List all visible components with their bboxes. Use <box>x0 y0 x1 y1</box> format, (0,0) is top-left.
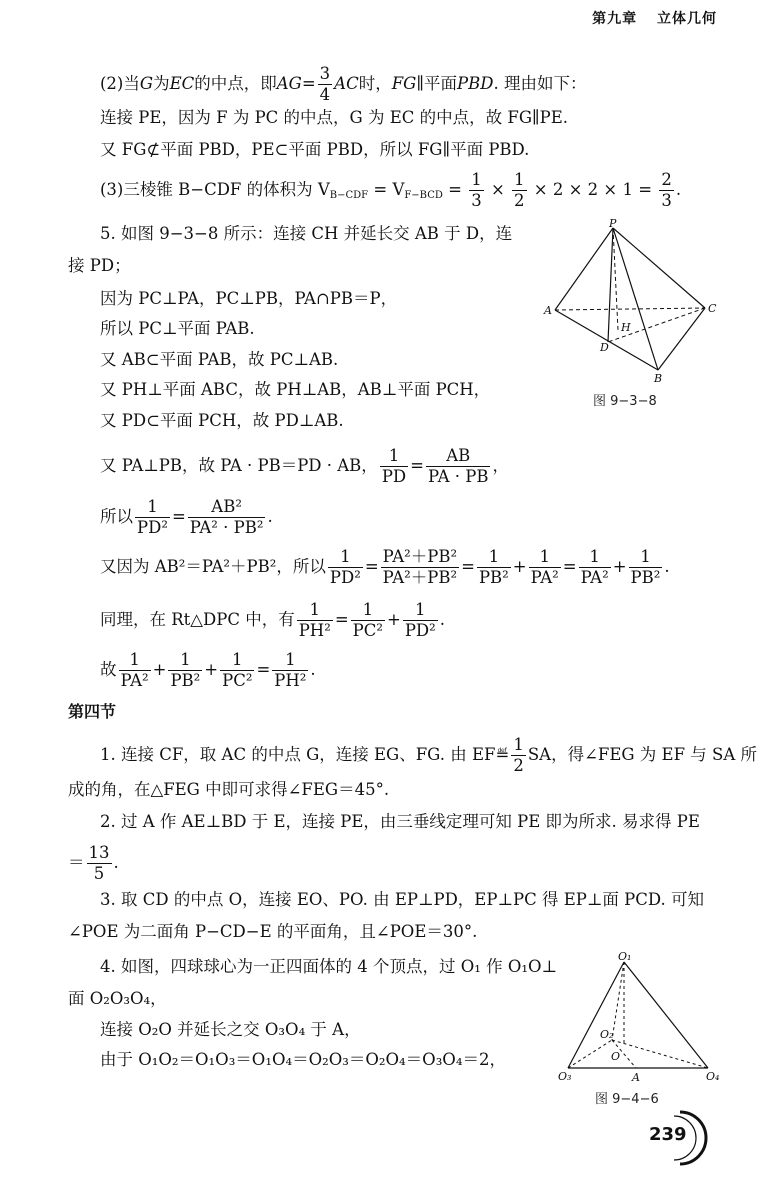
section-heading: 第四节 <box>68 702 117 721</box>
edge-PC <box>613 228 705 308</box>
section-label: 立体几何 <box>657 11 717 27</box>
figure-caption-2: 图 9−4−6 <box>595 1092 659 1107</box>
line-3: (3)三棱锥 B−CDF 的体积为 $V_{B-CDF} = V_{F-BCD}$ = $\frac{1}{3}$ × $\frac{1}{2}$ × 2 × 2 × 1 = $\frac{2}{3}$ . <box>100 170 682 210</box>
text-line: ∠POE 为二面角 P−CD−E 的平面角，且∠POE＝30°. <box>68 922 478 941</box>
equation-line: ＝ $\frac{13}{5}$ . <box>68 843 119 883</box>
text-line: 所以 PC⊥平面 PAB. <box>100 319 255 338</box>
page-number-badge <box>640 1108 710 1168</box>
fraction: $\frac{1}{2}$ <box>514 170 525 210</box>
text-line: 连接 O₂O 并延长之交 O₃O₄ 于 A， <box>100 1020 361 1039</box>
tetrahedron-figure-1 <box>540 218 725 388</box>
tetrahedron-figure-2 <box>548 948 728 1088</box>
running-header <box>578 8 717 28</box>
label-O3: O₃ <box>558 1070 572 1083</box>
label-B: B <box>654 372 663 385</box>
label-O: O <box>611 1050 621 1063</box>
segment-PD <box>608 228 613 342</box>
edge-AC <box>555 308 705 310</box>
edge-PB <box>613 228 658 370</box>
fraction: $\frac{3}{4}$ <box>319 64 331 104</box>
text-line: 面 O₂O₃O₄， <box>68 989 167 1008</box>
equation-line: 故 $\frac{1}{\text{PA²}}$ + $\frac{1}{\text{PB²}}$ + $\frac{1}{\text{PC²}}$ = $\frac{1}{\text{PH²}}$ . <box>100 650 316 690</box>
equation-line: 同理，在 Rt△DPC 中，有 $\frac{1}{\text{PH²}}$ = $\frac{1}{\text{PC²}}$ + $\frac{1}{\text{PD²}}$ . <box>100 600 446 640</box>
fraction: $\frac{1}{PD}$ <box>381 446 407 486</box>
edge-O2O4 <box>612 1040 708 1068</box>
label-A: A <box>544 304 552 317</box>
chapter-label: 第九章 <box>592 11 638 27</box>
text-line: 2. 过 A 作 AE⊥BD 于 E，连接 PE，由三垂线定理可知 PE 即为所求. 易求得 PE <box>100 812 700 831</box>
equation-line: 所以 $\frac{1}{\text{PD²}}$ = $\frac{\text{AB²}}{\text{PA² · PB²}}$ . <box>100 497 273 537</box>
text-line: 由于 O₁O₂＝O₁O₃＝O₁O₄＝O₂O₃＝O₂O₄＝O₃O₄＝2， <box>100 1050 506 1069</box>
text-line: 因为 PC⊥PA，PC⊥PB，PA∩PB＝P， <box>100 289 398 308</box>
label-O2: O₂ <box>600 1028 614 1041</box>
fraction: $\frac{2}{3}$ <box>661 170 672 210</box>
text-line: 又 PH⊥平面 ABC，故 PH⊥AB，AB⊥平面 PCH， <box>100 380 491 399</box>
edge-O1O4 <box>624 962 708 1068</box>
line-2: (2)当G为EC的中点，即AG= $\frac{3}{4}$ AC时，FG∥平面PBD. 理由如下： <box>100 64 587 104</box>
fraction: $\frac{1}{\text{PD²}}$ <box>137 497 168 537</box>
label-O4: O₄ <box>706 1070 720 1083</box>
figure-caption-1: 图 9−3−8 <box>593 394 657 409</box>
label-C: C <box>708 302 717 315</box>
text-line: 4. 如图，四球球心为一正四面体的 4 个顶点，过 O₁ 作 O₁O⊥ <box>100 957 558 976</box>
text-line: 成的角，在△FEG 中即可求得∠FEG＝45°. <box>68 780 390 799</box>
text-line: 又 FG⊄平面 PBD，PE⊂平面 PBD，所以 FG∥平面 PBD. <box>100 140 530 159</box>
text-line: 5. 如图 9−3−8 所示：连接 CH 并延长交 AB 于 D，连 <box>100 224 513 243</box>
fraction: $\frac{\text{AB²}}{\text{PA² · PB²}}$ <box>189 497 264 537</box>
edge-BC <box>658 308 705 370</box>
text-line: 连接 PE，因为 F 为 PC 的中点，G 为 EC 的中点，故 FG∥PE. <box>100 108 569 127</box>
page-number: 239 <box>649 1124 687 1145</box>
label-H: H <box>621 321 631 334</box>
fraction: $\frac{1}{3}$ <box>471 170 482 210</box>
text-line: 又 AB⊂平面 PAB，故 PC⊥AB. <box>100 350 339 369</box>
label-D: D <box>600 341 609 354</box>
label-O1: O₁ <box>618 950 632 963</box>
equation-line: 又因为 AB²＝PA²＋PB²，所以 $\frac{1}{\text{PD²}}$ = $\frac{\text{PA²＋PB²}}{\text{PA²＋PB²}}$ = $\frac{1}{\text{PB²}}$ + $\frac{1}{\text{PA²}}$ = $\frac{1}{\text{PA²}}$ + $\frac{1}{\text{PB²}}$ . <box>100 547 670 587</box>
equation-line: 又 PA⊥PB，故 PA · PB＝PD · AB， $\frac{1}{PD}$ = $\frac{AB}{PA \cdot PB}$ ， <box>100 446 509 486</box>
text-line: 3. 取 CD 的中点 O，连接 EO、PO. 由 EP⊥PD，EP⊥PC 得 EP⊥面 PCD. 可知 <box>100 890 704 909</box>
equation-line: 1. 连接 CF，取 AC 的中点 G，连接 EG、FG. 由 EF≝ $\frac{1}{2}$ SA，得∠FEG 为 EF 与 SA 所 <box>100 735 757 775</box>
label-P: P <box>609 218 617 230</box>
text-line: 又 PD⊂平面 PCH，故 PD⊥AB. <box>100 411 344 430</box>
edge-PA <box>555 228 613 310</box>
fraction: $\frac{AB}{PA \cdot PB}$ <box>427 446 489 486</box>
text-line: 接 PD； <box>68 256 131 275</box>
label-A: A <box>632 1071 640 1084</box>
edge-O2O3 <box>568 1040 612 1068</box>
edge-AB <box>555 310 658 370</box>
